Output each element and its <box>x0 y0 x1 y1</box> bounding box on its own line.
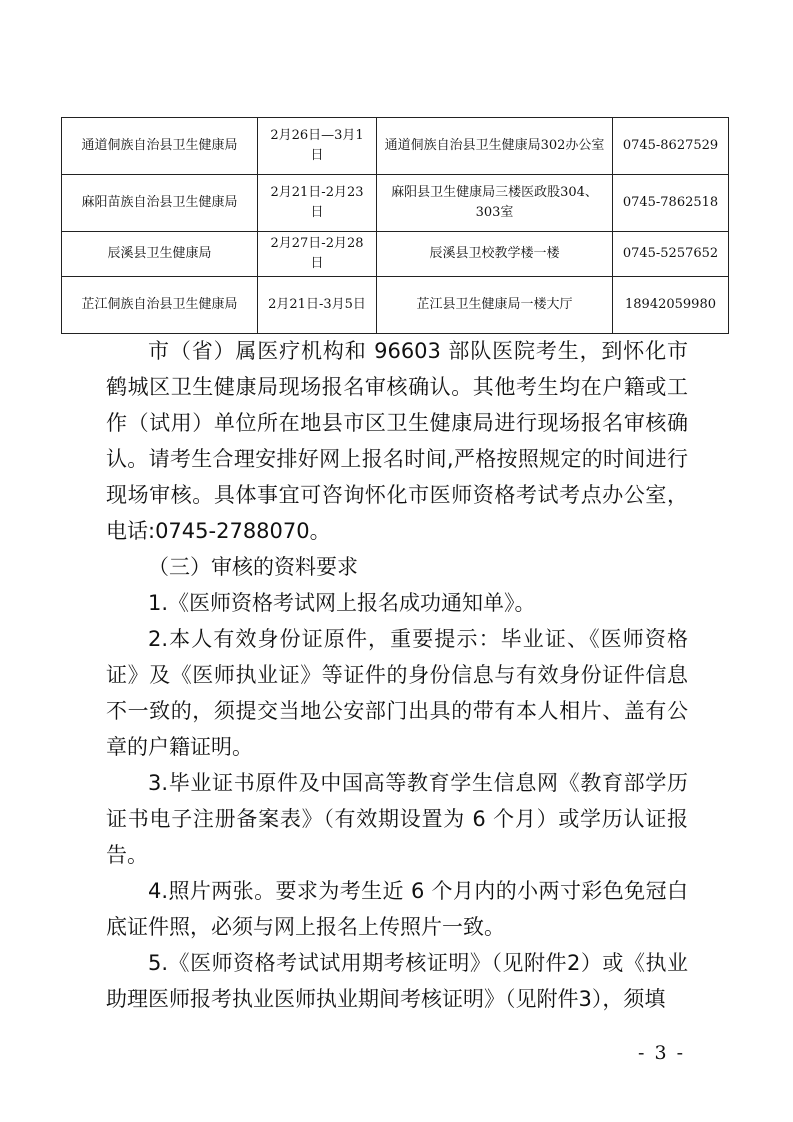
phone-cell: 0745-7862518 <box>613 175 729 232</box>
table-row <box>62 277 729 334</box>
registration-sites-table <box>61 117 729 334</box>
table-row <box>62 232 729 277</box>
phone-cell: 0745-8627529 <box>613 118 729 175</box>
org-cell: 麻阳苗族自治县卫生健康局 <box>62 175 258 232</box>
section-heading: （三）审核的资料要求 <box>148 555 358 579</box>
requirement-item-3: 3.毕业证书原件及中国高等教育学生信息网《教育部学历证书电子注册备案表》（有效期设置为 6 个月）或学历认证报告。 <box>106 771 688 867</box>
dates-cell: 2月21日-2月23日 <box>258 175 377 232</box>
dates-cell: 2月26日—3月1日 <box>258 118 377 175</box>
paragraph-registration-location: 市（省）属医疗机构和 96603 部队医院考生，到怀化市鹤城区卫生健康局现场报名审核确认。其他考生均在户籍或工作（试用）单位所在地县市区卫生健康局进行现场报名审核确认。请考生合理安排好网上报名时间,严格按照规定的时间进行现场审核。具体事宜可咨询怀化市医师资格考试考点办公室，电话:0745-2788070。 <box>106 339 688 543</box>
org-cell: 辰溪县卫生健康局 <box>62 232 258 277</box>
org-cell: 通道侗族自治县卫生健康局 <box>62 118 258 175</box>
location-cell: 辰溪县卫校教学楼一楼 <box>377 232 613 277</box>
requirement-item-4: 4.照片两张。要求为考生近 6 个月内的小两寸彩色免冠白底证件照，必须与网上报名上传照片一致。 <box>106 879 688 939</box>
location-cell: 芷江县卫生健康局一楼大厅 <box>377 277 613 334</box>
org-cell: 芷江侗族自治县卫生健康局 <box>62 277 258 334</box>
table-row <box>62 118 729 175</box>
page-number: - 3 - <box>637 1042 685 1064</box>
phone-cell: 0745-5257652 <box>613 232 729 277</box>
requirement-item-1: 1.《医师资格考试网上报名成功通知单》。 <box>148 591 536 615</box>
dates-cell: 2月27日-2月28日 <box>258 232 377 277</box>
phone-cell: 18942059980 <box>613 277 729 334</box>
requirement-item-5: 5.《医师资格考试试用期考核证明》（见附件2）或《执业助理医师报考执业医师执业期间考核证明》（见附件3），须填 <box>106 951 688 1011</box>
table-row <box>62 175 729 232</box>
requirement-item-2: 2.本人有效身份证原件，重要提示：毕业证、《医师资格证》及《医师执业证》等证件的身份信息与有效身份证件信息不一致的，须提交当地公安部门出具的带有本人相片、盖有公章的户籍证明。 <box>106 627 688 759</box>
document-body <box>106 333 688 1017</box>
location-cell: 麻阳县卫生健康局三楼医政股304、303室 <box>377 175 613 232</box>
dates-cell: 2月21日-3月5日 <box>258 277 377 334</box>
location-cell: 通道侗族自治县卫生健康局302办公室 <box>377 118 613 175</box>
